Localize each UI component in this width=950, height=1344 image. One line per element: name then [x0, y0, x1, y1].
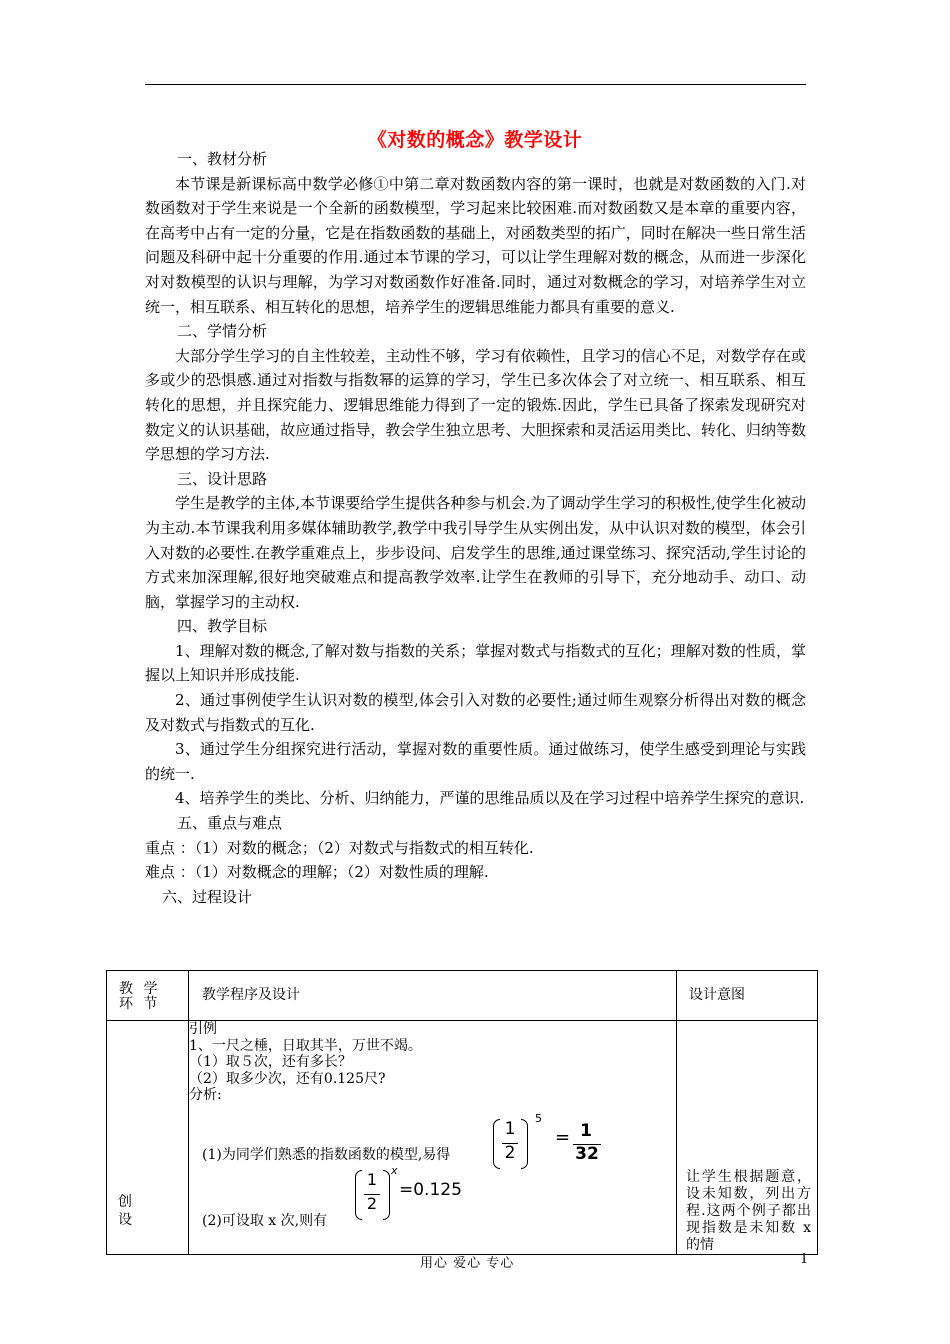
key-point: 重点 ：（1）对数的概念；（2）对数式与指数式的相互转化.: [145, 838, 534, 857]
section-paragraph-2: 大部分学生学习的自主性较差，主动性不够，学习有依赖性，且学习的信心不足，对数学存在或多或少的恐惧感.通过对指数与指数幂的运算的学习，学生已多次体会了对立统一、相互联系、相互转化的思想，并且探究能力、逻辑思维能力得到了一定的锻炼.因此，学生已具备了探索发现研究对数定义的认识基础，故应通过指导，教会学生独立思考、大胆探索和灵活运用类比、转化、归纳等数学思想的学习方法.: [145, 346, 806, 464]
header-rule: [145, 84, 806, 85]
section-paragraph-1: 本节课是新课标高中数学必修①中第二章对数函数内容的第一课时，也就是对数函数的入门.对数函数对于学生来说是一个全新的函数模型，学习起来比较困难.而对数函数又是本章的重要内容，在高考中占有一定的分量，它是在指数函数的基础上，对函数类型的拓广，同时在解决一些日常生活问题及科研中起十分重要的作用.通过本节课的学习，可以让学生理解对数的概念，从而进一步深化对对数模型的认识与理解，为学习对数函数作好准备.同时，通过对数概念的学习，对培养学生对立统一，相互联系、相互转化的思想，培养学生的逻辑思维能力都具有重要的意义.: [145, 174, 806, 316]
page-number: 1: [800, 1252, 809, 1267]
footer-motto: 用心 爱心 专心: [420, 1256, 515, 1271]
header-intent: 设计意图: [677, 971, 818, 1021]
example-line-2: （1）取５次，还有多长？: [189, 1054, 352, 1070]
difficulty: 难点 ：（1）对数概念的理解；（2）对数性质的理解.: [145, 863, 489, 882]
section-heading-6: 六、过程设计: [162, 887, 253, 906]
section-heading-1: 一、教材分析: [177, 150, 268, 168]
intent-text: 让学生根据题意，设未知数，列出方程.这两个例子都出现指数是未知数 x 的情: [686, 1169, 811, 1253]
example-line-3: （2）取多少次，还有0.125尺?: [189, 1070, 386, 1087]
goal-item-2: 2、通过事例使学生认识对数的模型,体会引入对数的必要性;通过师生观察分析得出对数的概念及对数式与指数式的互化.: [145, 691, 806, 734]
table-header-row: [107, 971, 818, 1021]
section-paragraph-3: 学生是教学的主体,本节课要给学生提供各种参与机会.为了调动学生学习的积极性,使学生化被动为主动.本节课我利用多媒体辅助教学,教学中我引导学生从实例出发，从中认识对数的模型，体会引入对数的必要性.在教学重难点上，步步设问、启发学生的思维,通过课堂练习、探究活动,学生讨论的方式来加深理解,很好地突破难点和提高教学效率.让学生在教师的引导下，充分地动手、动口、动脑，掌握学习的主动权.: [145, 494, 806, 611]
section-heading-4: 四、教学目标: [177, 617, 268, 636]
example-line-1: 1、一尺之棰，日取其半，万世不竭。: [189, 1037, 422, 1054]
intent-cell: [677, 1021, 818, 1255]
formula-half-power-x: 1 2 x =0.125: [355, 1166, 495, 1230]
example-heading: 引例: [189, 1021, 217, 1037]
analysis-line-2: (2)可设取 x 次,则有: [202, 1213, 328, 1229]
stage-label: 创 设: [118, 1194, 132, 1228]
formula-half-power-5: 1 2 5 = 1 32: [493, 1115, 633, 1179]
header-stage: 教 学 环 节: [107, 971, 189, 1021]
process-table: [106, 970, 818, 1255]
section-heading-5: 五、重点与难点: [177, 814, 283, 833]
section-heading-3: 三、设计思路: [177, 469, 268, 488]
table-row: [107, 1021, 818, 1255]
stage-cell: [107, 1021, 189, 1255]
analysis-line-1: (1)为同学们熟悉的指数函数的模型,易得: [202, 1147, 451, 1163]
header-procedure: 教学程序及设计: [189, 971, 677, 1021]
procedure-cell: [189, 1021, 677, 1255]
document-body: [145, 147, 806, 909]
goal-item-3: 3、通过学生分组探究进行活动，掌握对数的重要性质。通过做练习，使学生感受到理论与实践的统一.: [145, 740, 806, 783]
analysis-label: 分析:: [189, 1087, 222, 1103]
goal-item-1: 1、理解对数的概念,了解对数与指数的关系；掌握对数式与指数式的互化；理解对数的性质，掌握以上知识并形成技能.: [145, 641, 806, 685]
goal-item-4: 4、培养学生的类比、分析、归纳能力，严谨的思维品质以及在学习过程中培养学生探究的意识.: [175, 789, 805, 808]
document-title: 《对数的概念》教学设计: [367, 129, 583, 151]
section-heading-2: 二、学情分析: [177, 322, 268, 341]
